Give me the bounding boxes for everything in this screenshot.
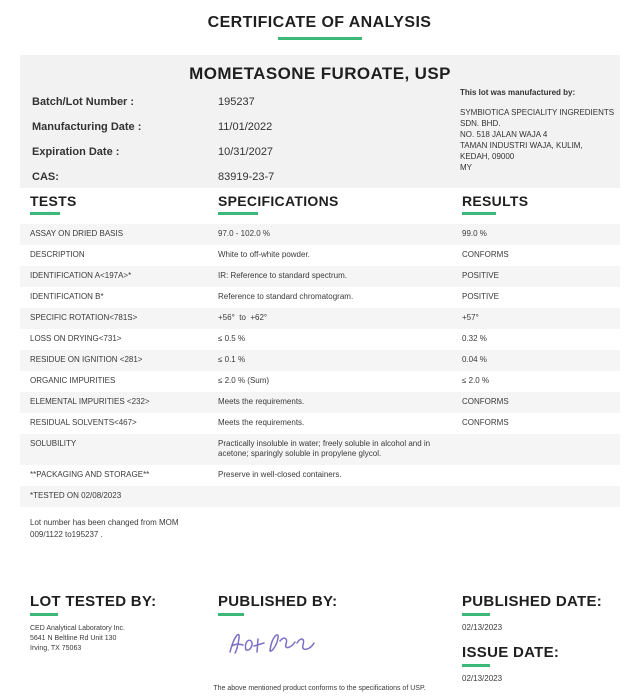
specifications-header <box>218 193 462 215</box>
heading-underline <box>218 613 244 616</box>
spec-cell <box>218 491 462 501</box>
spec-cell: Reference to standard chromatogram. <box>218 292 354 301</box>
table-row <box>20 434 620 465</box>
header-underline <box>462 212 496 215</box>
dates-block <box>462 593 620 683</box>
result-cell: 0.32 % <box>462 334 487 343</box>
test-cell: RESIDUAL SOLVENTS<467> <box>30 418 137 427</box>
field-value: 83919-23-7 <box>218 170 275 183</box>
lab-address-line: CED Analytical Laboratory Inc. <box>30 625 125 632</box>
issue-date-heading: ISSUE DATE: <box>462 644 560 661</box>
table-row <box>20 413 620 434</box>
lab-address-line: 5641 N Beltline Rd Unit 130 <box>30 635 117 642</box>
specifications-header-label: SPECIFICATIONS <box>218 193 339 209</box>
field-label: Manufacturing Date : <box>32 120 142 133</box>
tests-header-label: TESTS <box>30 193 77 209</box>
published-date-value: 02/13/2023 <box>462 623 503 632</box>
result-cell: POSITIVE <box>462 292 499 301</box>
test-cell: RESIDUE ON IGNITION <281> <box>30 355 143 364</box>
manufacturer-line: KEDAH, 09000 <box>460 152 515 161</box>
product-panel <box>20 55 620 188</box>
field-label: CAS: <box>32 170 59 183</box>
spec-cell: Practically insoluble in water; freely soluble in alcohol and in acetone; sparingly soluble in propylene glycol. <box>218 439 431 458</box>
spec-cell: Meets the requirements. <box>218 418 305 427</box>
heading-underline <box>462 613 490 616</box>
table-row <box>20 371 620 392</box>
header-underline <box>218 212 258 215</box>
results-header <box>462 193 620 215</box>
field-value: 195237 <box>218 95 255 108</box>
manufacturer-line: NO. 518 JALAN WAJA 4 <box>460 130 548 139</box>
result-cell: CONFORMS <box>462 418 509 427</box>
published-date-block <box>462 593 620 632</box>
spec-cell: +56° to +62° <box>218 313 268 322</box>
test-cell: ELEMENTAL IMPURITIES <232> <box>30 397 150 406</box>
issue-date-block <box>462 644 620 683</box>
lab-address-line: Irving, TX 75063 <box>30 645 82 652</box>
table-row <box>20 350 620 371</box>
lot-change-note: Lot number has been changed from MOM 009/1122 to195237 . <box>30 518 179 539</box>
table-row <box>20 465 620 486</box>
result-cell <box>462 470 620 480</box>
field-value: 11/01/2022 <box>218 120 273 133</box>
test-cell: *TESTED ON 02/08/2023 <box>30 491 122 500</box>
published-date-heading: PUBLISHED DATE: <box>462 593 603 610</box>
product-title: MOMETASONE FUROATE, USP <box>189 64 451 83</box>
table-rows <box>20 224 620 507</box>
spec-cell: Meets the requirements. <box>218 397 305 406</box>
spec-cell: ≤ 0.5 % <box>218 334 246 343</box>
lab-address <box>30 624 218 654</box>
tests-header <box>30 193 218 215</box>
spec-cell: ≤ 2.0 % (Sum) <box>218 376 270 385</box>
table-row <box>20 224 620 245</box>
table-row <box>20 392 620 413</box>
title-underline <box>278 37 362 40</box>
table-row <box>20 329 620 350</box>
test-cell: SOLUBILITY <box>30 439 77 448</box>
table-row <box>20 287 620 308</box>
table-column-headers <box>20 193 620 215</box>
header-underline <box>30 212 60 215</box>
manufacturer-heading: This lot was manufactured by: <box>460 88 576 97</box>
field-value: 10/31/2027 <box>218 145 274 158</box>
manufacturer-line: TAMAN INDUSTRI WAJA, KULIM, <box>460 141 583 150</box>
result-cell: CONFORMS <box>462 397 509 406</box>
field-expiration-date <box>32 139 274 164</box>
result-cell: POSITIVE <box>462 271 499 280</box>
result-cell: 0.04 % <box>462 355 487 364</box>
test-cell: IDENTIFICATION B* <box>30 292 104 301</box>
spec-cell: IR: Reference to standard spectrum. <box>218 271 347 280</box>
test-cell: LOSS ON DRYING<731> <box>30 334 122 343</box>
result-cell <box>462 491 620 501</box>
published-by-heading: PUBLISHED BY: <box>218 593 338 610</box>
document-header <box>0 14 639 40</box>
lot-tested-by-block <box>30 593 218 683</box>
conformance-note: The above mentioned product conforms to the specifications of USP. <box>213 685 426 692</box>
signoff-section <box>20 593 620 683</box>
result-cell: +57° <box>462 313 479 322</box>
table-row <box>20 308 620 329</box>
result-cell: 99.0 % <box>462 229 487 238</box>
product-fields <box>32 89 274 189</box>
issue-date-value: 02/13/2023 <box>462 674 503 683</box>
field-label: Expiration Date : <box>32 145 120 158</box>
spec-cell: ≤ 0.1 % <box>218 355 246 364</box>
analysis-table <box>20 193 620 541</box>
test-cell: SPECIFIC ROTATION<781S> <box>30 313 138 322</box>
field-batch-lot <box>32 89 274 114</box>
manufacturer-line: SDN. BHD. <box>460 119 501 128</box>
field-cas <box>32 164 274 189</box>
published-by-block <box>218 593 462 683</box>
table-row <box>20 245 620 266</box>
manufacturer-block <box>460 87 620 173</box>
spec-cell: White to off-white powder. <box>218 250 310 259</box>
heading-underline <box>462 664 490 667</box>
test-cell: ASSAY ON DRIED BASIS <box>30 229 124 238</box>
spec-cell: 97.0 - 102.0 % <box>218 229 271 238</box>
tested-on-row <box>20 486 620 507</box>
test-cell: **PACKAGING AND STORAGE** <box>30 470 150 479</box>
result-cell: CONFORMS <box>462 250 509 259</box>
field-manufacturing-date <box>32 114 274 139</box>
heading-underline <box>30 613 58 616</box>
table-row <box>20 266 620 287</box>
certificate-title: CERTIFICATE OF ANALYSIS <box>207 14 432 31</box>
test-cell: ORGANIC IMPURITIES <box>30 376 116 385</box>
manufacturer-line: MY <box>460 163 472 172</box>
manufacturer-line: SYMBIOTICA SPECIALITY INGREDIENTS <box>460 108 615 117</box>
results-header-label: RESULTS <box>462 193 529 209</box>
test-cell: DESCRIPTION <box>30 250 85 259</box>
test-cell: IDENTIFICATION A<197A>* <box>30 271 132 280</box>
result-cell: ≤ 2.0 % <box>462 376 490 385</box>
lot-tested-by-heading: LOT TESTED BY: <box>30 593 157 610</box>
field-label: Batch/Lot Number : <box>32 95 135 108</box>
spec-cell: Preserve in well-closed containers. <box>218 470 342 479</box>
result-cell <box>462 439 620 459</box>
signature-image <box>224 622 462 669</box>
